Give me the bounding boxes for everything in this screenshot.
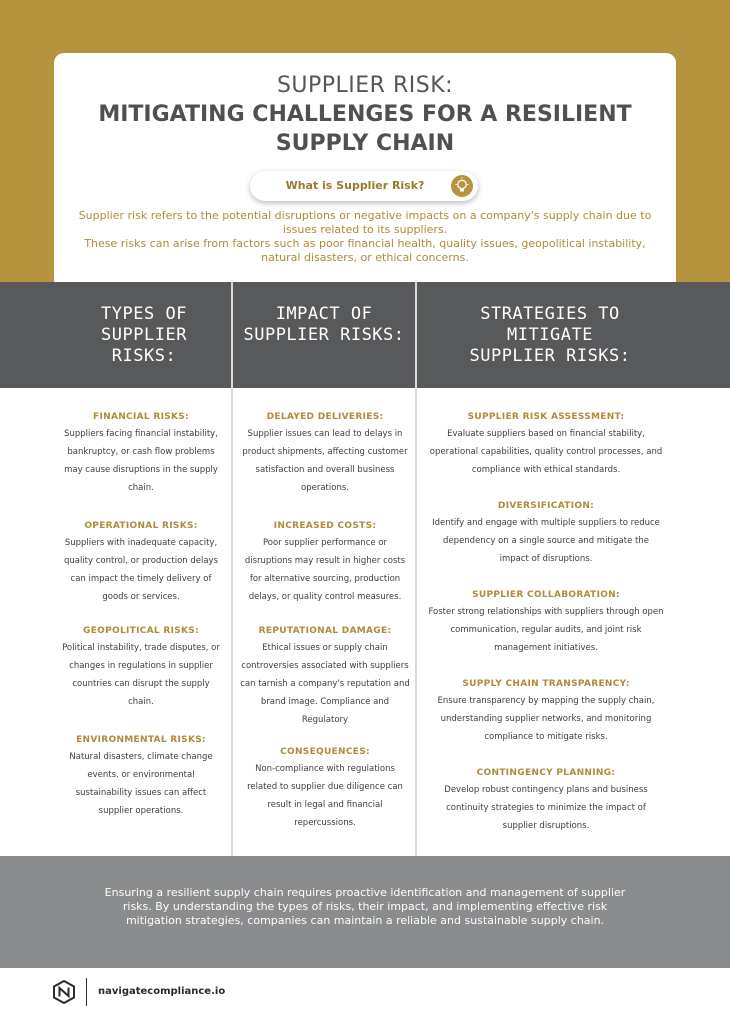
navigatecompliance-logo-icon	[52, 980, 76, 1004]
item-text: Ethical issues or supply chain controversies associated with suppliers can tarnish a company's reputation and brand image. Compliance and Regulatory	[240, 643, 410, 725]
item-title: SUPPLIER RISK ASSESSMENT:	[467, 412, 625, 422]
lightbulb-icon	[451, 175, 473, 197]
types-column	[60, 412, 222, 842]
item-title: CONSEQUENCES:	[280, 747, 370, 757]
item-title: FINANCIAL RISKS:	[93, 412, 189, 422]
intro-paragraph-2: These risks can arise from factors such as poor financial health, quality issues, geopolitical instability, natural disasters, or ethical concerns.	[84, 237, 646, 264]
strategies-column	[428, 412, 664, 857]
column-divider	[231, 282, 233, 856]
logo-divider	[86, 978, 87, 1006]
intro-text	[76, 209, 654, 265]
item-text: Suppliers facing financial instability, bankruptcy, or cash flow problems may cause disruptions in the supply chain.	[64, 429, 218, 493]
title-card	[54, 53, 676, 282]
item-title: INCREASED COSTS:	[273, 521, 377, 531]
item-text: Ensure transparency by mapping the supply chain, understanding supplier networks, and monitoring compliance to mitigate risks.	[437, 696, 655, 742]
list-item	[60, 735, 222, 820]
item-text: Foster strong relationships with suppliers through open communication, regular audits, and joint risk management initiatives.	[428, 607, 664, 653]
item-text: Political instability, trade disputes, or changes in regulations in supplier countries can disrupt the supply chain.	[62, 643, 220, 707]
list-item	[428, 768, 664, 835]
pill-label: What is Supplier Risk?	[285, 179, 425, 192]
site-link[interactable]: navigatecompliance.io	[98, 986, 226, 997]
item-title: OPERATIONAL RISKS:	[84, 521, 198, 531]
item-text: Evaluate suppliers based on financial stability, operational capabilities, quality control processes, and compliance with ethical standards.	[429, 429, 663, 475]
list-item	[428, 412, 664, 479]
list-item	[60, 626, 222, 711]
list-item	[240, 747, 410, 832]
item-text: Supplier issues can lead to delays in product shipments, affecting customer satisfaction and overall business operations.	[242, 429, 408, 493]
item-title: ENVIRONMENTAL RISKS:	[76, 735, 206, 745]
column-divider	[415, 282, 417, 856]
item-text: Natural disasters, climate change events, or environmental sustainability issues can affect supplier operations.	[69, 752, 213, 816]
conclusion-text: Ensuring a resilient supply chain requires proactive identification and management of supplier risks. By understanding the types of risks, their impact, and implementing effective risk mitigation strategies, companies can maintain a reliable and sustainable supply chain.	[104, 886, 626, 927]
item-text: Suppliers with inadequate capacity, quality control, or production delays can impact the timely delivery of goods or services.	[63, 538, 219, 602]
conclusion-card	[54, 856, 676, 968]
column-heading-strategies: STRATEGIES TO MITIGATE SUPPLIER RISKS:	[469, 304, 631, 366]
item-title: REPUTATIONAL DAMAGE:	[258, 626, 392, 636]
list-item	[240, 626, 410, 729]
item-title: SUPPLY CHAIN TRANSPARENCY:	[462, 679, 630, 689]
what-is-supplier-risk-pill	[250, 171, 478, 201]
list-item	[428, 590, 664, 657]
list-item	[428, 501, 664, 568]
item-title: GEOPOLITICAL RISKS:	[83, 626, 199, 636]
page-title-line1: SUPPLIER RISK:	[276, 73, 454, 98]
item-title: DIVERSIFICATION:	[497, 501, 595, 511]
item-title: DELAYED DELIVERIES:	[266, 412, 384, 422]
page-title-line2: MITIGATING CHALLENGES FOR A RESILIENT SUPPLY CHAIN	[98, 102, 632, 156]
item-text: Poor supplier performance or disruptions may result in higher costs for alternative sourcing, production delays, or quality control measures.	[244, 538, 406, 602]
impact-column	[240, 412, 410, 854]
list-item	[60, 521, 222, 606]
column-heading-types: TYPES OF SUPPLIER RISKS:	[101, 304, 187, 366]
item-text: Identify and engage with multiple suppliers to reduce dependency on a single source and mitigate the impact of disruptions.	[432, 518, 660, 564]
list-item	[240, 412, 410, 497]
item-text: Develop robust contingency plans and business continuity strategies to minimize the impact of supplier disruptions.	[444, 785, 648, 831]
intro-paragraph-1: Supplier risk refers to the potential disruptions or negative impacts on a company's supply chain due to issues related to its suppliers.	[78, 209, 652, 236]
list-item	[60, 412, 222, 497]
item-title: SUPPLIER COLLABORATION:	[472, 590, 620, 600]
column-heading-impact: IMPACT OF SUPPLIER RISKS:	[243, 304, 405, 345]
item-text: Non-compliance with regulations related to supplier due diligence can result in legal and financial repercussions.	[247, 764, 403, 828]
item-title: CONTINGENCY PLANNING:	[476, 768, 616, 778]
list-item	[240, 521, 410, 606]
list-item	[428, 679, 664, 746]
